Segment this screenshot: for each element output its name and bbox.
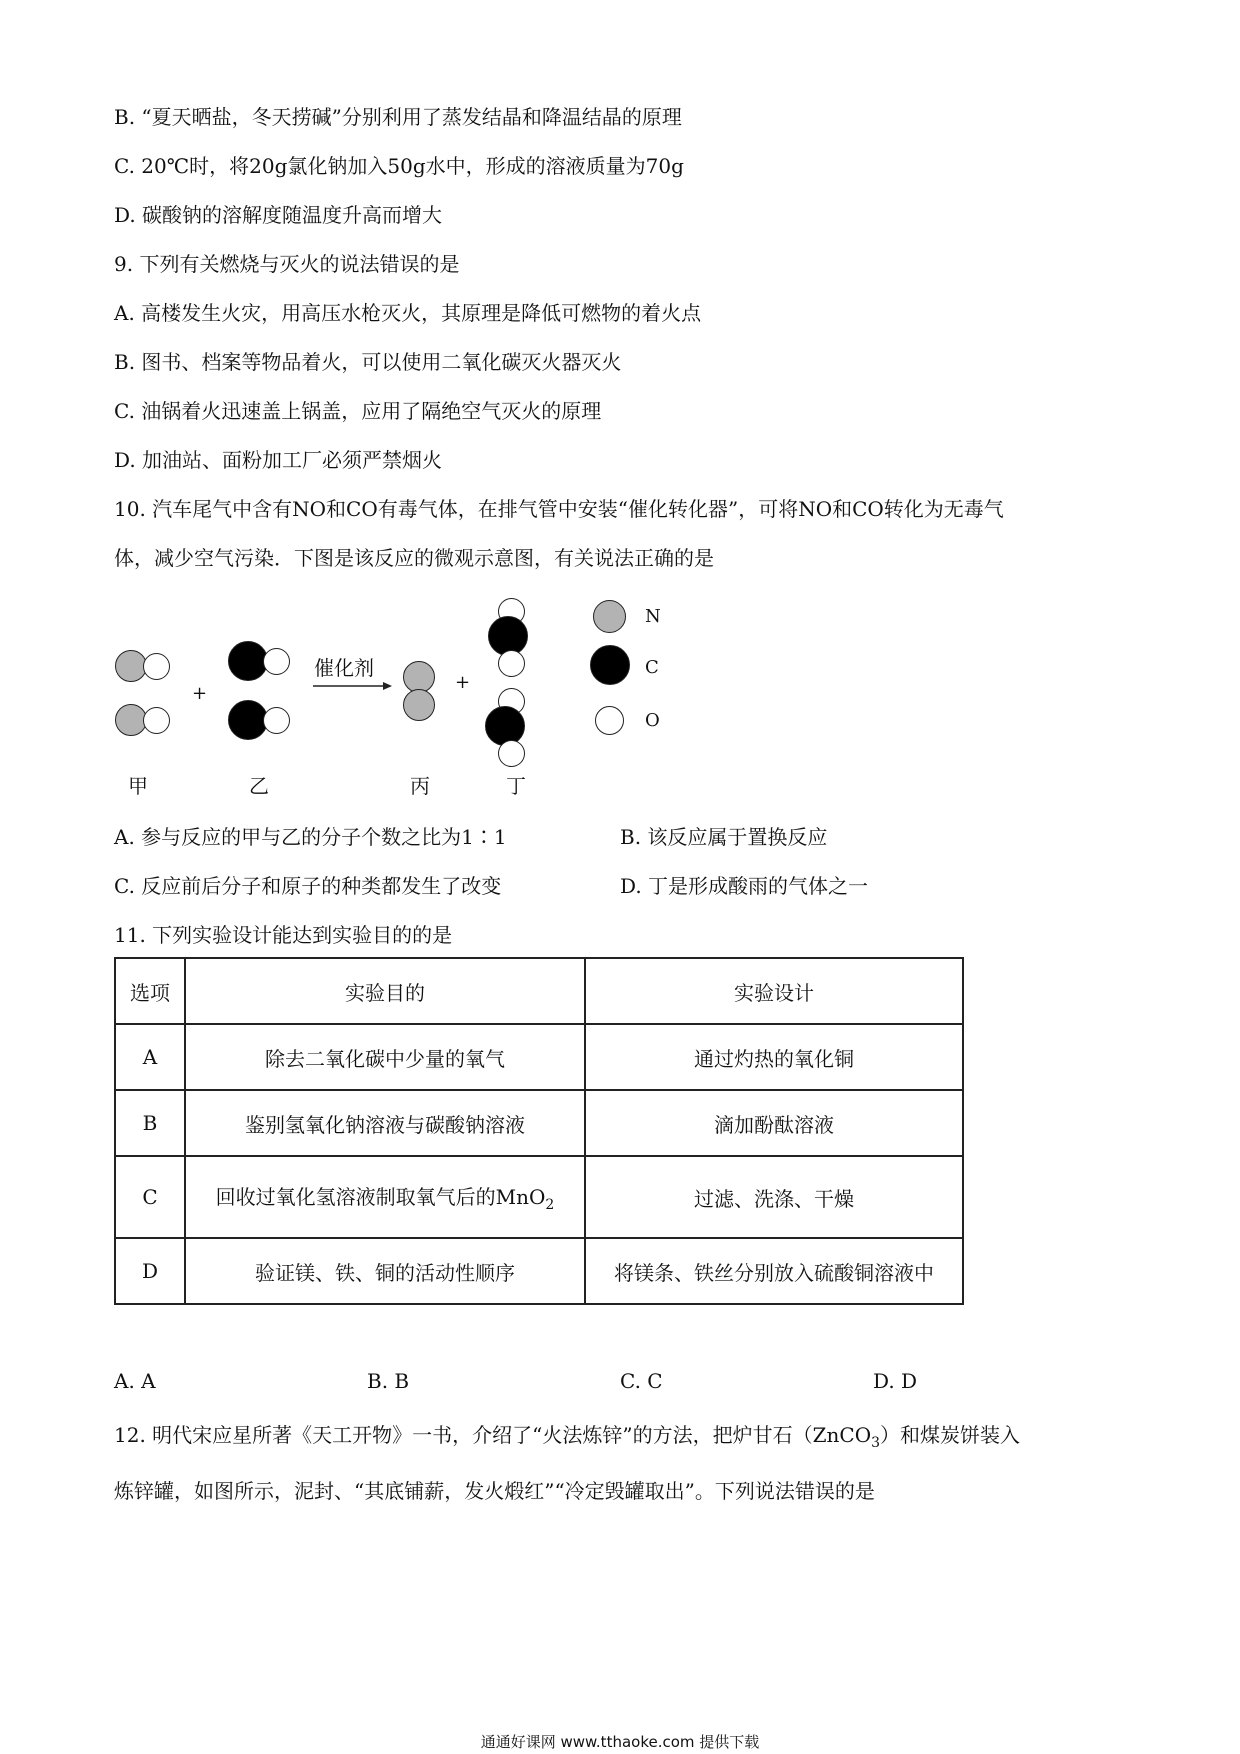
- label-ding: 丁: [506, 774, 526, 798]
- q9-option-b: B. 图书、档案等物品着火，可以使用二氧化碳灭火器灭火: [114, 350, 622, 374]
- q10-option-b: B. 该反应属于置换反应: [620, 825, 828, 849]
- table-header-row: [115, 958, 963, 1024]
- q10-stem-line2: 体，减少空气污染．下图是该反应的微观示意图，有关说法正确的是: [114, 546, 714, 570]
- q9-stem: 9. 下列有关燃烧与灭火的说法错误的是: [114, 252, 460, 276]
- reaction-micro-diagram: [100, 588, 720, 803]
- table-row: [115, 1090, 963, 1156]
- atom-o: [263, 648, 290, 675]
- atom-c: [228, 641, 268, 681]
- legend-n-swatch: [593, 600, 626, 633]
- row-option: D: [115, 1238, 185, 1304]
- row-design: 将镁条、铁丝分别放入硫酸铜溶液中: [585, 1238, 963, 1304]
- header-purpose: 实验目的: [185, 958, 585, 1024]
- q10-option-d: D. 丁是形成酸雨的气体之一: [620, 874, 869, 898]
- table-row: [115, 1156, 963, 1238]
- q8-option-b: B. “夏天晒盐，冬天捞碱”分别利用了蒸发结晶和降温结晶的原理: [114, 105, 682, 129]
- atom-n: [403, 689, 435, 721]
- header-option: 选项: [115, 958, 185, 1024]
- q11-option-a: A. A: [114, 1369, 156, 1393]
- formula-znco3: ZnCO: [812, 1423, 872, 1447]
- plus-sign: +: [192, 683, 208, 704]
- q11-stem: 11. 下列实验设计能达到实验目的的是: [114, 923, 453, 947]
- row-purpose: 验证镁、铁、铜的活动性顺序: [185, 1238, 585, 1304]
- row-purpose: [185, 1156, 585, 1238]
- label-bing: 丙: [410, 774, 430, 798]
- label-yi: 乙: [249, 774, 269, 798]
- atom-o: [498, 650, 525, 677]
- row-design: 过滤、洗涤、干燥: [585, 1156, 963, 1238]
- row-option: B: [115, 1090, 185, 1156]
- atom-o: [498, 740, 525, 767]
- q10-option-a: A. 参与反应的甲与乙的分子个数之比为1∶1: [114, 825, 507, 849]
- q12-text: 12. 明代宋应星所著《天工开物》一书，介绍了“火法炼锌”的方法，把炉甘石（: [114, 1423, 813, 1447]
- q8-option-d: D. 碳酸钠的溶解度随温度升高而增大: [114, 203, 443, 227]
- purpose-text: 回收过氧化氢溶液制取氧气后的: [215, 1185, 496, 1209]
- reaction-arrow-icon: [312, 678, 394, 694]
- legend-o-label: O: [645, 710, 660, 731]
- header-design: 实验设计: [585, 958, 963, 1024]
- q8-option-c: C. 20℃时，将20g氯化钠加入50g水中，形成的溶液质量为70g: [114, 154, 684, 178]
- legend-c-label: C: [645, 657, 659, 678]
- legend-n-label: N: [645, 606, 661, 627]
- q12-stem-line1: [114, 1421, 1020, 1457]
- atom-c: [485, 706, 525, 746]
- plus-sign: +: [455, 672, 471, 693]
- atom-c: [228, 700, 268, 740]
- q10-stem-line1: 10. 汽车尾气中含有NO和CO有毒气体，在排气管中安装“催化转化器”，可将NO和CO转化为无毒气: [114, 497, 1004, 521]
- row-purpose: 鉴别氢氧化钠溶液与碳酸钠溶液: [185, 1090, 585, 1156]
- q9-option-a: A. 高楼发生火灾，用高压水枪灭火，其原理是降低可燃物的着火点: [114, 301, 702, 325]
- row-purpose: 除去二氧化碳中少量的氧气: [185, 1024, 585, 1090]
- legend-o-swatch: [595, 706, 624, 735]
- legend-c-swatch: [590, 645, 630, 685]
- row-option: A: [115, 1024, 185, 1090]
- row-option: C: [115, 1156, 185, 1238]
- atom-o: [263, 707, 290, 734]
- q10-option-c: C. 反应前后分子和原子的种类都发生了改变: [114, 874, 502, 898]
- q12-stem-line2: 炼锌罐，如图所示，泥封、“其底铺薪，发火煅红”“冷定毁罐取出”。下列说法错误的是: [114, 1479, 875, 1503]
- experiment-table: [114, 957, 964, 1305]
- label-jia: 甲: [128, 774, 148, 798]
- q12-text: ）和煤炭饼装入: [880, 1423, 1021, 1447]
- atom-o: [143, 653, 170, 680]
- q9-option-c: C. 油锅着火迅速盖上锅盖，应用了隔绝空气灭火的原理: [114, 399, 602, 423]
- q11-option-d: D. D: [873, 1369, 918, 1393]
- row-design: 滴加酚酞溶液: [585, 1090, 963, 1156]
- q11-option-b: B. B: [367, 1369, 410, 1393]
- row-design: 通过灼热的氧化铜: [585, 1024, 963, 1090]
- page-footer: 通通好课网 www.tthaoke.com 提供下载: [480, 1733, 760, 1751]
- formula-subscript: 2: [545, 1197, 555, 1213]
- formula-mno2: MnO: [495, 1185, 546, 1209]
- formula-subscript: 3: [871, 1435, 881, 1451]
- q9-option-d: D. 加油站、面粉加工厂必须严禁烟火: [114, 448, 443, 472]
- atom-o: [143, 707, 170, 734]
- q11-option-c: C. C: [620, 1369, 663, 1393]
- table-row: [115, 1238, 963, 1304]
- table-row: [115, 1024, 963, 1090]
- catalyst-label: 催化剂: [314, 656, 374, 680]
